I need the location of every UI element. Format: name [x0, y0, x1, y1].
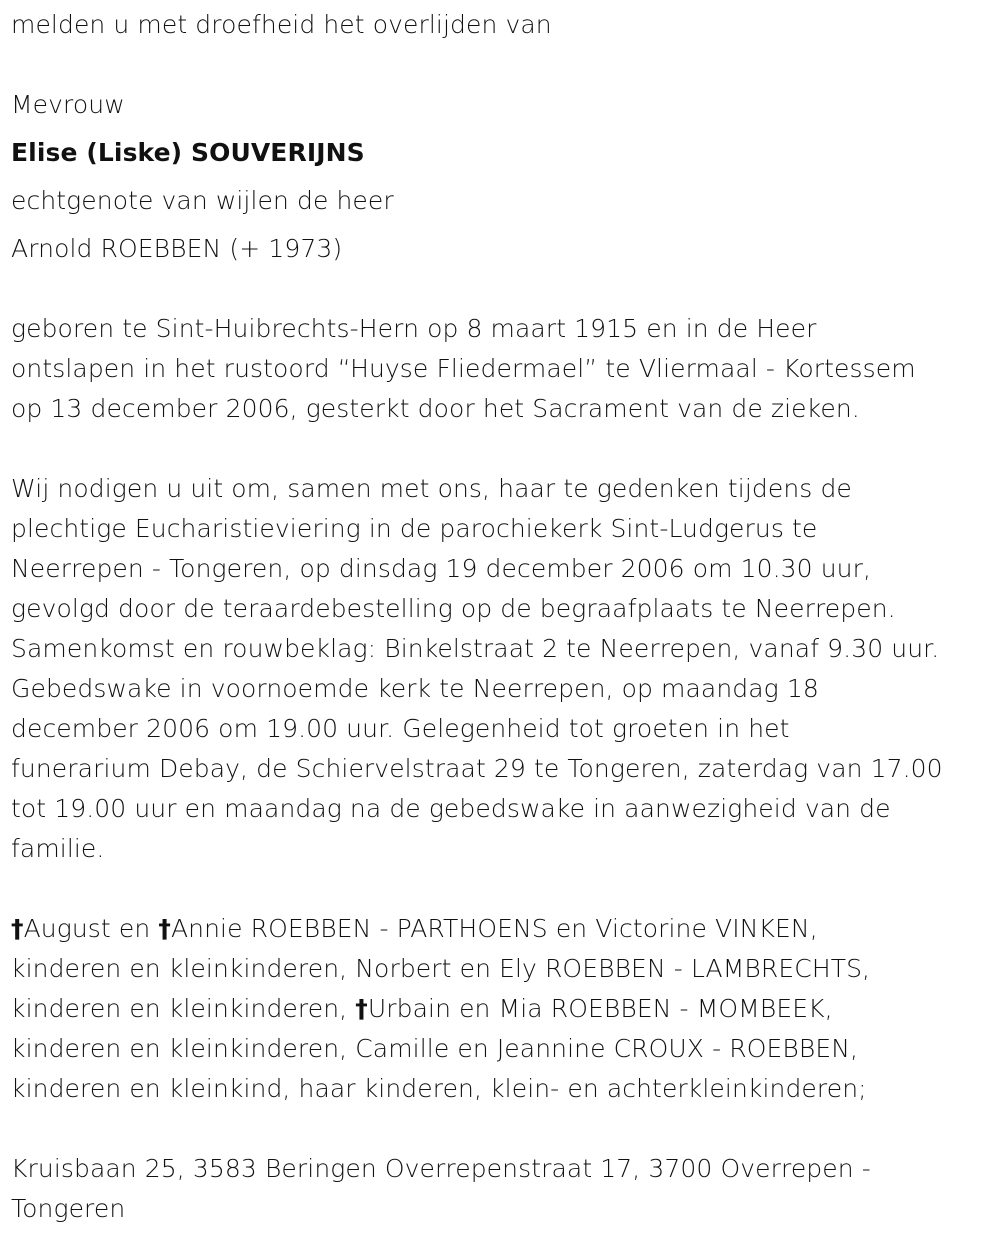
intro-text: melden u met droefheid het overlijden van: [11, 10, 552, 39]
cross-icon: †: [355, 994, 368, 1023]
family-line: [11, 989, 833, 1029]
birth-death-line: geboren te Sint-Huibrechts-Hern op 8 maart 1915 en in de Heer: [11, 314, 817, 343]
ceremony-line: familie.: [11, 834, 105, 863]
spouse-name: Arnold ROEBBEN (+ 1973): [11, 234, 343, 263]
deceased-relation: echtgenote van wijlen de heer: [11, 186, 394, 215]
family-line: kinderen en kleinkinderen, Norbert en Ely ROEBBEN - LAMBRECHTS,: [11, 954, 871, 983]
ceremony-line: Wij nodigen u uit om, samen met ons, haar te gedenken tijdens de: [11, 474, 852, 503]
cross-icon: †: [11, 914, 24, 943]
address-line: Kruisbaan 25, 3583 Beringen Overrepenstraat 17, 3700 Overrepen -: [11, 1154, 871, 1183]
family-line: kinderen en kleinkinderen, Camille en Jeannine CROUX - ROEBBEN,: [11, 1034, 859, 1063]
birth-death-line: op 13 december 2006, gesterkt door het Sacrament van de zieken.: [11, 394, 860, 423]
ceremony-line: funerarium Debay, de Schiervelstraat 29 te Tongeren, zaterdag van 17.00: [11, 754, 943, 783]
ceremony-line: Samenkomst en rouwbeklag: Binkelstraat 2 te Neerrepen, vanaf 9.30 uur.: [11, 634, 940, 663]
deceased-name: Elise (Liske) SOUVERIJNS: [11, 138, 365, 167]
family-line: kinderen en kleinkind, haar kinderen, klein- en achterkleinkinderen;: [11, 1074, 867, 1103]
ceremony-line: Neerrepen - Tongeren, op dinsdag 19 december 2006 om 10.30 uur,: [11, 554, 872, 583]
deceased-title: Mevrouw: [11, 90, 125, 119]
ceremony-line: december 2006 om 19.00 uur. Gelegenheid tot groeten in het: [11, 714, 790, 743]
ceremony-line: gevolgd door de teraardebestelling op de begraafplaats te Neerrepen.: [11, 594, 896, 623]
address-line: Tongeren: [11, 1194, 126, 1223]
family-text: Urbain en Mia ROEBBEN - MOMBEEK,: [367, 994, 833, 1023]
family-text: kinderen en kleinkinderen,: [11, 994, 356, 1023]
family-line: [11, 909, 818, 949]
ceremony-line: plechtige Eucharistieviering in de parochiekerk Sint-Ludgerus te: [11, 514, 818, 543]
cross-icon: †: [158, 914, 171, 943]
family-text: August en: [23, 914, 159, 943]
ceremony-line: Gebedswake in voornoemde kerk te Neerrepen, op maandag 18: [11, 674, 819, 703]
family-text: Annie ROEBBEN - PARTHOENS en Victorine VINKEN,: [170, 914, 818, 943]
ceremony-line: tot 19.00 uur en maandag na de gebedswake in aanwezigheid van de: [11, 794, 891, 823]
birth-death-line: ontslapen in het rustoord “Huyse Fliedermael” te Vliermaal - Kortessem: [11, 354, 916, 383]
